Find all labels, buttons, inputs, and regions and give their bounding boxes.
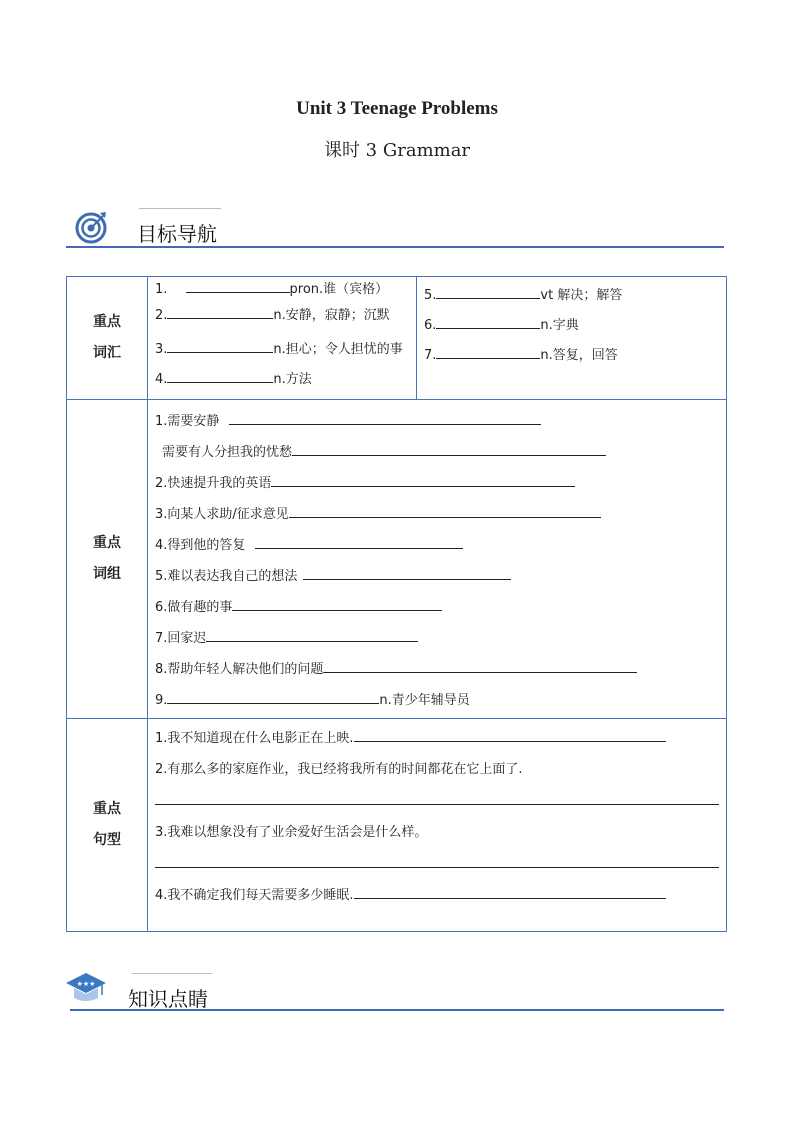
category-label: 重点: [93, 801, 121, 817]
section-goals-header: [66, 208, 724, 268]
vocab-item: 6. n.字典: [424, 318, 579, 333]
phrase-item: 3.向某人求助/征求意见: [148, 499, 726, 530]
category-label: 词组: [93, 566, 121, 582]
sentence-item: 1.我不知道现在什么电影正在上映.: [148, 723, 726, 754]
vocab-item: 5. vt 解决；解答: [424, 288, 623, 303]
sentence-item: 3.我难以想象没有了业余爱好生活会是什么样。: [155, 825, 428, 840]
phrases-content-cell: [148, 400, 727, 719]
answer-blank[interactable]: [229, 412, 541, 425]
vocab-item: 1. pron.谁（宾格）: [155, 282, 389, 297]
category-cell: [67, 719, 148, 932]
answer-line[interactable]: [155, 785, 719, 805]
answer-blank[interactable]: [303, 567, 511, 580]
vocab-right-column: [417, 277, 726, 399]
answer-blank[interactable]: [436, 316, 540, 329]
answer-blank[interactable]: [167, 306, 273, 319]
phrase-item: 9. n.青少年辅导员: [155, 693, 470, 708]
answer-blank[interactable]: [354, 886, 666, 899]
table-row-sentences: [67, 719, 727, 932]
vocab-item: 3. n.担心；令人担忧的事: [155, 342, 403, 357]
answer-blank[interactable]: [289, 505, 601, 518]
phrase-item: 需要有人分担我的忧愁: [148, 437, 726, 468]
sentences-content-cell: [148, 719, 727, 932]
table-row-vocab: [67, 277, 727, 400]
section-underline: [66, 246, 724, 248]
category-label: 词汇: [93, 345, 121, 361]
sentence-item: 2.有那么多的家庭作业，我已经将我所有的时间都花在它上面了.: [155, 762, 523, 777]
phrase-item: 1.需要安静: [148, 406, 726, 437]
category-label: 句型: [93, 832, 121, 848]
svg-text:★★★: ★★★: [76, 980, 96, 988]
phrase-item: 7.回家迟: [148, 623, 726, 654]
answer-blank[interactable]: [323, 660, 637, 673]
answer-blank[interactable]: [232, 598, 442, 611]
answer-blank[interactable]: [436, 286, 540, 299]
key-points-table: [66, 276, 727, 932]
sentence-item: 4.我不确定我们每天需要多少睡眠.: [148, 880, 726, 911]
table-row-phrases: [67, 400, 727, 719]
target-icon: [74, 210, 108, 244]
section-title: 目标导航: [137, 222, 217, 246]
phrase-item: 5.难以表达我自己的想法: [148, 561, 726, 592]
answer-blank[interactable]: [271, 474, 575, 487]
answer-blank[interactable]: [167, 370, 273, 383]
graduation-cap-icon: [66, 971, 106, 1005]
vocab-item: 7. n.答复，回答: [424, 348, 618, 363]
category-label: 重点: [93, 535, 121, 551]
answer-blank[interactable]: [167, 691, 379, 704]
vocab-left-column: [148, 277, 417, 399]
vocab-item: 2. n.安静，寂静；沉默: [155, 308, 390, 323]
phrase-item: 4.得到他的答复: [148, 530, 726, 561]
section-top-rule: [132, 973, 212, 974]
section-underline: [70, 1009, 724, 1011]
answer-blank[interactable]: [436, 346, 540, 359]
document-subtitle: 课时 3 Grammar: [323, 140, 471, 161]
answer-blank[interactable]: [255, 536, 463, 549]
category-label: 重点: [93, 314, 121, 330]
vocab-item: 4. n.方法: [155, 372, 312, 387]
vocab-content-cell: [148, 277, 727, 400]
answer-blank[interactable]: [292, 443, 606, 456]
phrase-item: 2.快速提升我的英语: [148, 468, 726, 499]
section-title: 知识点睛: [128, 987, 208, 1011]
phrase-item: 6.做有趣的事: [148, 592, 726, 623]
document-title: Unit 3 Teenage Problems: [296, 98, 498, 119]
answer-blank[interactable]: [206, 629, 418, 642]
answer-blank[interactable]: [354, 729, 666, 742]
category-cell: [67, 277, 148, 400]
answer-line[interactable]: [155, 848, 719, 868]
category-cell: [67, 400, 148, 719]
answer-blank[interactable]: [167, 340, 273, 353]
phrase-item: 8.帮助年轻人解决他们的问题: [148, 654, 726, 685]
section-knowledge-header: [66, 973, 724, 1033]
section-top-rule: [139, 208, 221, 209]
answer-blank[interactable]: [186, 280, 290, 293]
